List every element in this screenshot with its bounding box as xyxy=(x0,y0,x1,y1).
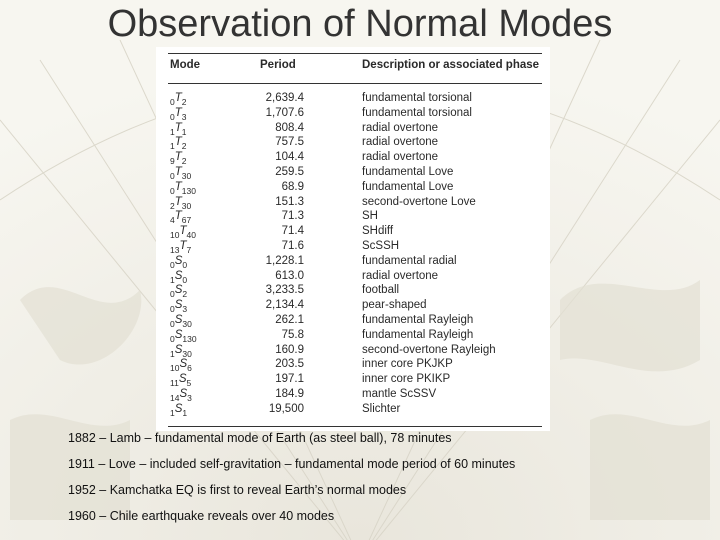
mode-overtone-index: 0 xyxy=(170,304,175,315)
table-row xyxy=(156,299,550,314)
mode-cell xyxy=(170,313,192,329)
header-description: Description or associated phase xyxy=(362,59,540,71)
description-cell: pear-shaped xyxy=(362,299,427,312)
mode-cell xyxy=(170,195,192,211)
mode-letter: T xyxy=(179,225,187,238)
mode-degree-index: 67 xyxy=(181,215,192,226)
mode-degree-index: 5 xyxy=(186,378,192,389)
mode-letter: T xyxy=(174,195,182,208)
table-row xyxy=(156,270,550,285)
mode-cell xyxy=(170,402,188,418)
mode-overtone-index: 11 xyxy=(170,378,179,389)
period-cell: 1,707.6 xyxy=(265,106,304,119)
description-cell: fundamental torsional xyxy=(362,92,472,104)
table-row xyxy=(156,284,550,299)
period-cell: 2,134.4 xyxy=(265,299,304,312)
mode-degree-index: 30 xyxy=(182,318,192,329)
mode-degree-index: 1 xyxy=(182,407,188,418)
period-cell: 259.5 xyxy=(275,165,304,178)
mode-degree-index: 2 xyxy=(181,141,187,152)
mode-cell xyxy=(170,254,188,270)
mode-cell xyxy=(170,225,196,241)
mode-letter: T xyxy=(174,106,182,119)
mode-degree-index: 30 xyxy=(181,170,192,181)
mode-overtone-index: 0 xyxy=(170,259,175,270)
mode-degree-index: 2 xyxy=(182,289,188,300)
mode-cell xyxy=(170,239,192,255)
period-cell: 68.9 xyxy=(281,180,304,193)
table-header-rule xyxy=(168,83,542,84)
mode-cell xyxy=(170,165,192,181)
mode-cell xyxy=(170,299,188,315)
mode-degree-index: 130 xyxy=(182,333,197,344)
description-cell: SHdiff xyxy=(362,225,394,238)
table-row xyxy=(156,314,550,329)
mode-overtone-index: 0 xyxy=(170,318,175,329)
mode-letter: S xyxy=(174,269,183,282)
description-cell: fundamental Rayleigh xyxy=(362,328,474,341)
mode-letter: T xyxy=(174,180,182,193)
mode-letter: T xyxy=(174,165,182,178)
mode-letter: S xyxy=(174,328,183,341)
mode-degree-index: 30 xyxy=(182,348,192,359)
mode-overtone-index: 4 xyxy=(170,215,175,226)
mode-degree-index: 0 xyxy=(182,274,188,285)
description-cell: inner core PKJKP xyxy=(362,358,453,371)
mode-cell xyxy=(170,373,192,389)
table-row xyxy=(156,373,550,388)
mode-degree-index: 2 xyxy=(181,156,187,167)
mode-overtone-index: 10 xyxy=(170,363,180,374)
description-cell: fundamental radial xyxy=(362,254,457,267)
table-row xyxy=(156,240,550,255)
mode-letter: T xyxy=(174,210,182,223)
table-row xyxy=(156,344,550,359)
mode-cell xyxy=(170,210,192,226)
table-row xyxy=(156,225,550,240)
mode-overtone-index: 1 xyxy=(170,141,175,152)
mode-overtone-index: 2 xyxy=(170,200,175,211)
period-cell: 197.1 xyxy=(275,373,304,386)
mode-cell xyxy=(170,358,192,374)
mode-overtone-index: 0 xyxy=(170,170,175,181)
description-cell: radial overtone xyxy=(362,136,439,149)
mode-letter: S xyxy=(174,284,183,297)
history-notes xyxy=(68,428,708,532)
description-cell: ScSSH xyxy=(362,239,400,252)
table-row xyxy=(156,181,550,196)
period-cell: 757.5 xyxy=(275,136,304,149)
mode-overtone-index: 9 xyxy=(170,156,175,167)
description-cell: radial overtone xyxy=(362,269,439,282)
mode-overtone-index: 1 xyxy=(170,348,175,359)
mode-letter: S xyxy=(178,373,187,386)
mode-degree-index: 130 xyxy=(181,185,196,196)
table-row xyxy=(156,403,550,418)
header-period: Period xyxy=(260,59,296,71)
mode-degree-index: 0 xyxy=(182,259,188,270)
header-mode: Mode xyxy=(170,59,201,71)
mode-letter: S xyxy=(174,343,183,356)
mode-cell xyxy=(170,151,187,167)
period-cell: 151.3 xyxy=(275,195,304,208)
period-cell: 184.9 xyxy=(275,387,304,400)
mode-letter: S xyxy=(174,313,183,326)
mode-overtone-index: 0 xyxy=(170,185,175,196)
note-1882: 1882 – Lamb – fundamental mode of Earth (as steel ball), 78 minutes xyxy=(68,431,452,445)
period-cell: 160.9 xyxy=(275,343,304,356)
table-row xyxy=(156,166,550,181)
table-row xyxy=(156,196,550,211)
period-cell: 71.4 xyxy=(281,225,304,238)
mode-overtone-index: 14 xyxy=(170,392,180,403)
period-cell: 1,228.1 xyxy=(265,254,304,267)
table-top-rule xyxy=(168,53,542,54)
description-cell: mantle ScSSV xyxy=(362,387,437,400)
description-cell: radial overtone xyxy=(362,151,439,164)
period-cell: 808.4 xyxy=(275,121,304,134)
period-cell: 19,500 xyxy=(268,402,304,415)
description-cell: second-overtone Rayleigh xyxy=(362,343,496,356)
mode-letter: T xyxy=(179,239,187,252)
mode-cell xyxy=(170,269,188,285)
table-row xyxy=(156,358,550,373)
mode-cell xyxy=(170,328,197,344)
description-cell: football xyxy=(362,284,400,297)
description-cell: fundamental Rayleigh xyxy=(362,313,474,326)
mode-letter: S xyxy=(179,387,188,400)
mode-letter: S xyxy=(174,254,183,267)
mode-letter: S xyxy=(174,299,183,312)
mode-cell xyxy=(170,92,187,107)
note-1960: 1960 – Chile earthquake reveals over 40 modes xyxy=(68,509,335,523)
table-row xyxy=(156,255,550,270)
period-cell: 3,233.5 xyxy=(265,284,304,297)
description-cell: Slichter xyxy=(362,402,401,415)
mode-overtone-index: 0 xyxy=(170,289,175,300)
mode-degree-index: 3 xyxy=(187,392,192,403)
mode-degree-index: 30 xyxy=(181,200,192,211)
period-cell: 262.1 xyxy=(275,313,304,326)
note-1911: 1911 – Love – included self-gravitation – fundamental mode period of 60 minutes xyxy=(68,457,516,471)
period-cell: 71.6 xyxy=(281,239,304,252)
mode-degree-index: 3 xyxy=(181,111,187,122)
description-cell: second-overtone Love xyxy=(362,195,476,208)
mode-degree-index: 6 xyxy=(187,363,192,374)
table-header-row xyxy=(156,59,550,79)
mode-overtone-index: 0 xyxy=(170,111,175,122)
period-cell: 104.4 xyxy=(275,151,304,164)
mode-cell xyxy=(170,136,187,152)
mode-overtone-index: 10 xyxy=(170,230,180,241)
description-cell: inner core PKIKP xyxy=(362,373,451,386)
mode-overtone-index: 13 xyxy=(170,244,180,255)
normal-modes-table xyxy=(156,47,550,431)
note-1952: 1952 – Kamchatka EQ is first to reveal Earth’s normal modes xyxy=(68,483,407,497)
table-bottom-rule xyxy=(168,426,542,427)
mode-degree-index: 2 xyxy=(181,97,187,107)
mode-overtone-index: 0 xyxy=(170,333,175,344)
mode-cell xyxy=(170,106,187,122)
table-row xyxy=(156,136,550,151)
table-row xyxy=(156,210,550,225)
mode-letter: T xyxy=(174,136,182,149)
table-row xyxy=(156,122,550,137)
mode-cell xyxy=(170,180,196,196)
description-cell: radial overtone xyxy=(362,121,439,134)
mode-letter: S xyxy=(179,358,188,371)
mode-letter: T xyxy=(174,151,182,164)
table-row xyxy=(156,92,550,107)
table-row xyxy=(156,151,550,166)
period-cell: 71.3 xyxy=(281,210,304,223)
table-body xyxy=(156,92,550,418)
mode-degree-index: 40 xyxy=(186,230,196,241)
description-cell: fundamental torsional xyxy=(362,106,472,119)
mode-letter: S xyxy=(174,402,183,415)
mode-overtone-index: 1 xyxy=(170,274,175,285)
mode-cell xyxy=(170,284,188,300)
mode-cell xyxy=(170,121,187,137)
slide-title: Observation of Normal Modes xyxy=(107,3,613,45)
mode-degree-index: 7 xyxy=(186,244,192,255)
description-cell: fundamental Love xyxy=(362,180,454,193)
period-cell: 613.0 xyxy=(275,269,304,282)
table-row xyxy=(156,329,550,344)
period-cell: 2,639.4 xyxy=(265,92,304,104)
table-row xyxy=(156,388,550,403)
mode-cell xyxy=(170,343,192,359)
mode-overtone-index: 0 xyxy=(170,97,175,107)
mode-degree-index: 3 xyxy=(182,304,188,315)
period-cell: 75.8 xyxy=(281,328,304,341)
description-cell: SH xyxy=(362,210,378,223)
mode-letter: T xyxy=(174,121,182,134)
description-cell: fundamental Love xyxy=(362,165,454,178)
table-row xyxy=(156,107,550,122)
mode-cell xyxy=(170,387,192,403)
mode-letter: T xyxy=(174,92,182,104)
mode-degree-index: 1 xyxy=(181,126,187,137)
mode-overtone-index: 1 xyxy=(170,407,175,418)
period-cell: 203.5 xyxy=(275,358,304,371)
mode-overtone-index: 1 xyxy=(170,126,175,137)
